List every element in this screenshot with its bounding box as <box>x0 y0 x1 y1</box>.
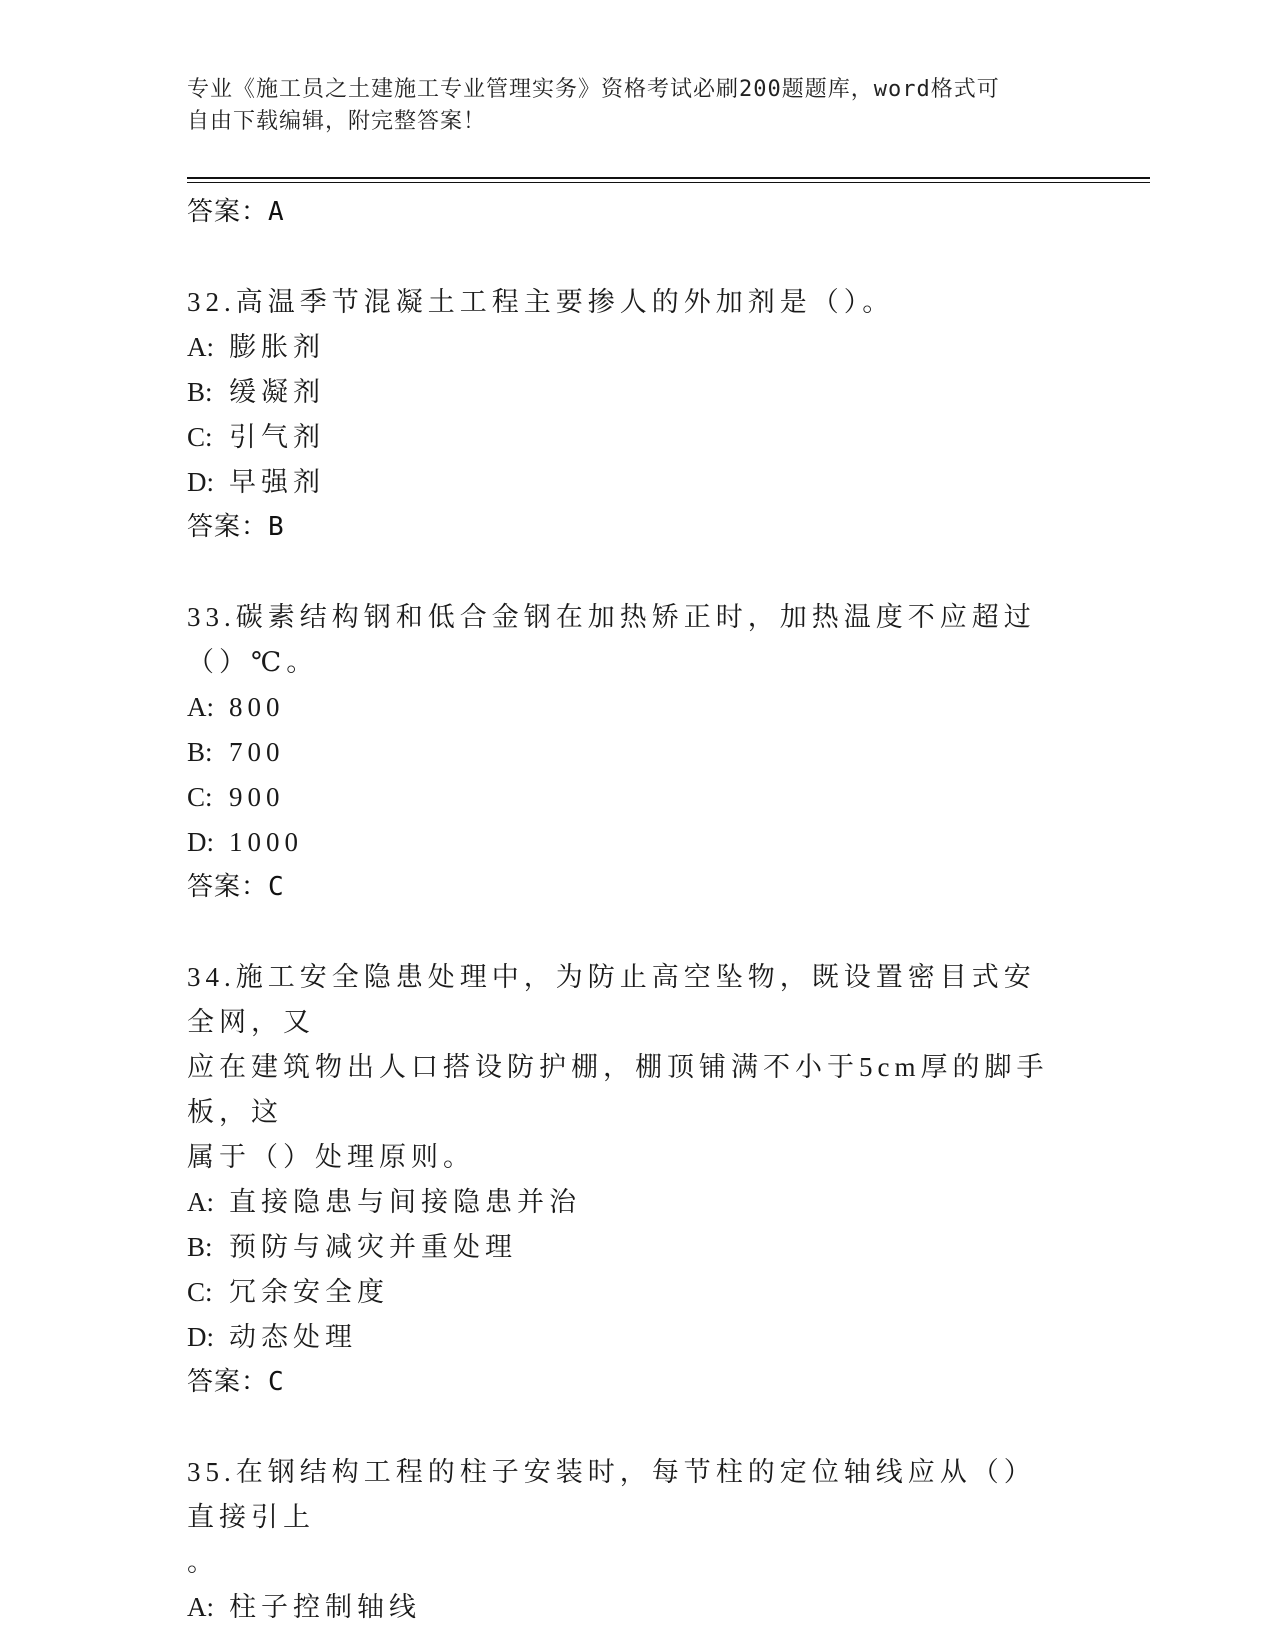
option-text: 早强剂 <box>229 467 325 497</box>
option-c <box>187 775 1087 820</box>
answer-line: 答案：A <box>187 197 285 227</box>
option-key: B: <box>187 1232 213 1262</box>
option-key: B: <box>187 737 213 767</box>
option-text: 直接隐患与间接隐患并治 <box>229 1187 581 1217</box>
option-b <box>187 1225 1087 1270</box>
option-key: C: <box>187 422 213 452</box>
option-a <box>187 1180 1087 1225</box>
option-d <box>187 460 1087 505</box>
option-key: D: <box>187 1322 214 1352</box>
option-key: C: <box>187 782 213 812</box>
option-text: 膨胀剂 <box>229 332 325 362</box>
question-text <box>187 280 1067 325</box>
question-text <box>187 955 1067 1180</box>
question-line: 33.碳素结构钢和低合金钢在加热矫正时，加热温度不应超过（）℃。 <box>187 602 1036 677</box>
option-a <box>187 325 1087 370</box>
answer-line: 答案：B <box>187 512 285 542</box>
option-b <box>187 730 1087 775</box>
header-line: 自由下载编辑，附完整答案！ <box>187 109 487 134</box>
option-key: D: <box>187 467 214 497</box>
option-a <box>187 1585 1087 1630</box>
option-c <box>187 415 1087 460</box>
question-text <box>187 595 1067 685</box>
option-text: 900 <box>229 782 285 812</box>
option-text: 缓凝剂 <box>229 377 325 407</box>
option-text: 动态处理 <box>229 1322 357 1352</box>
option-d <box>187 820 1087 865</box>
option-text: 1000 <box>229 827 303 857</box>
option-key: C: <box>187 1277 213 1307</box>
option-key: A: <box>187 692 214 722</box>
option-a <box>187 685 1087 730</box>
answer-line: 答案：C <box>187 872 285 902</box>
question-line: 34.施工安全隐患处理中，为防止高空坠物，既设置密目式安全网，又 <box>187 962 1036 1037</box>
question-text <box>187 1450 1067 1585</box>
option-key: A: <box>187 1592 214 1622</box>
question-line: 。 <box>187 1547 219 1577</box>
question-line: 属于（）处理原则。 <box>187 1142 475 1172</box>
option-key: A: <box>187 1187 214 1217</box>
question-block <box>187 955 1087 1405</box>
header-divider-thin <box>187 182 1150 183</box>
question-block <box>187 595 1087 910</box>
question-line: 应在建筑物出人口搭设防护棚，棚顶铺满不小于5cm厚的脚手板，这 <box>187 1052 1049 1127</box>
header-line: 专业《施工员之土建施工专业管理实务》资格考试必刷200题题库，word格式可 <box>187 77 1000 102</box>
option-key: A: <box>187 332 214 362</box>
document-header <box>187 74 1087 138</box>
option-text: 引气剂 <box>229 422 325 452</box>
question-line: 32.高温季节混凝土工程主要掺人的外加剂是（）。 <box>187 287 895 317</box>
option-text: 预防与减灾并重处理 <box>229 1232 517 1262</box>
question-block <box>187 1450 1087 1630</box>
option-c <box>187 1270 1087 1315</box>
question-line: 35.在钢结构工程的柱子安装时，每节柱的定位轴线应从（）直接引上 <box>187 1457 1036 1532</box>
option-text: 冗余安全度 <box>229 1277 389 1307</box>
option-text: 700 <box>229 737 285 767</box>
answer-line: 答案：C <box>187 1367 285 1397</box>
header-divider <box>187 177 1150 179</box>
option-b <box>187 370 1087 415</box>
option-d <box>187 1315 1087 1360</box>
option-text: 柱子控制轴线 <box>229 1592 421 1622</box>
question-block <box>187 280 1087 550</box>
option-text: 800 <box>229 692 285 722</box>
option-key: B: <box>187 377 213 407</box>
question-list <box>187 190 1087 1630</box>
option-key: D: <box>187 827 214 857</box>
